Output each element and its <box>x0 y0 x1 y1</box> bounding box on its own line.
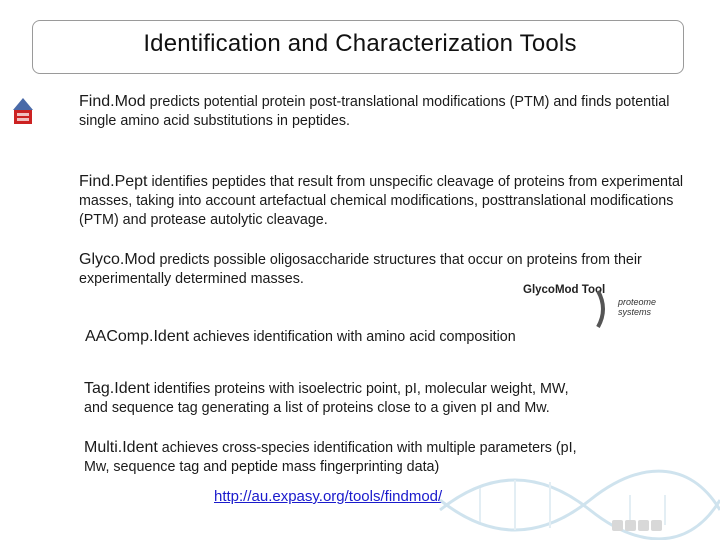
tool-description: achieves identification with amino acid composition <box>189 329 516 345</box>
nav-dot-icon <box>612 520 623 531</box>
tool-description: achieves cross-species identification with multiple parameters (pI, Mw, sequence tag and peptide mass fingerprinting data) <box>84 440 577 475</box>
glycomod-logo-title: GlycoMod Tool <box>523 284 606 296</box>
tool-description: predicts possible oligosaccharide structures that occur on proteins from their experimentally determined masses. <box>79 252 642 287</box>
findpept-paragraph <box>79 172 694 230</box>
tagident-paragraph <box>84 379 584 418</box>
systems-text: systems <box>618 307 652 317</box>
tool-description: identifies peptides that result from unspecific cleavage of proteins from experimental masses, taking into account artefactual chemical modifications, posttranslational modifications (PTM) and protease autolytic cleavage. <box>79 174 684 228</box>
page-title: Identification and Characterization Tools <box>143 30 577 57</box>
dna-helix-decoration-icon <box>420 440 720 540</box>
aacompident-paragraph <box>85 327 585 347</box>
nav-dot-icon <box>651 520 662 531</box>
tool-name: AAComp.Ident <box>85 328 190 345</box>
slide-nav-decoration <box>612 518 664 536</box>
glycomod-tool-logo <box>520 281 670 329</box>
tool-name: Glyco.Mod <box>79 251 156 268</box>
findmod-link[interactable]: http://au.expasy.org/tools/findmod/ <box>214 488 443 505</box>
tool-name: Find.Mod <box>79 93 146 110</box>
nav-dot-icon <box>638 520 649 531</box>
findmod-paragraph <box>79 92 679 131</box>
tool-name: Multi.Ident <box>84 439 158 456</box>
tool-description: predicts potential protein post-translational modifications (PTM) and finds potential single amino acid substitutions in peptides. <box>79 94 670 129</box>
proteome-text: proteome <box>618 297 657 307</box>
expasy-logo-icon <box>12 96 34 126</box>
nav-dot-icon <box>625 520 636 531</box>
tool-name: Tag.Ident <box>84 380 150 397</box>
tool-name: Find.Pept <box>79 173 148 190</box>
tool-description: identifies proteins with isoelectric point, pI, molecular weight, MW, and sequence tag generating a list of proteins close to a given pI and Mw. <box>84 381 569 416</box>
proteome-systems-logo-icon <box>520 281 670 329</box>
